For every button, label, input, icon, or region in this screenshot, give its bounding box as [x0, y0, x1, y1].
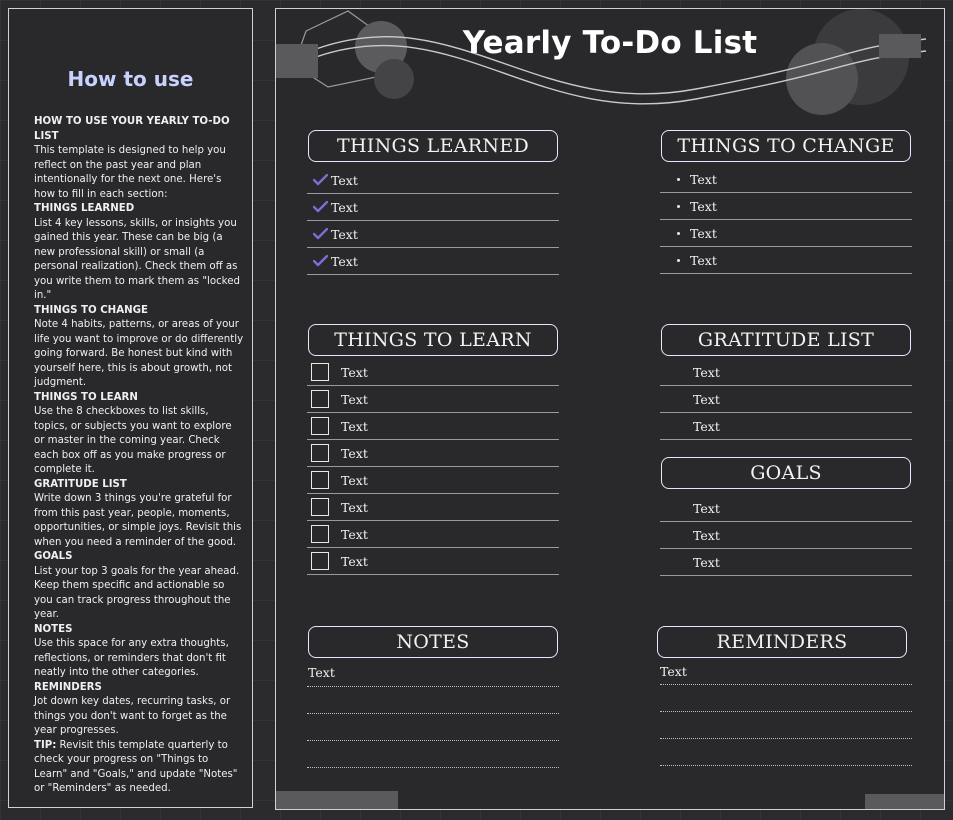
dotted-line — [660, 739, 912, 766]
notes-text[interactable]: Text — [308, 665, 335, 680]
list-item-text[interactable]: Text — [690, 171, 717, 187]
gratitude-list — [660, 359, 912, 440]
instruction-text: Jot down key dates, recurring tasks, or things you don't want to forget as the year progresses. — [34, 696, 231, 736]
list-item[interactable] — [307, 167, 559, 194]
instruction-text: List your top 3 goals for the year ahead. Keep them specific and actionable so you can track progress throughout the year. — [34, 565, 240, 620]
goals-list — [660, 495, 912, 576]
goals-header: GOALS — [661, 457, 911, 489]
how-to-use-instructions — [34, 115, 244, 797]
bullet-icon — [677, 178, 680, 181]
checkmark-icon[interactable] — [313, 255, 329, 267]
how-to-use-title: How to use — [67, 67, 194, 91]
list-item-text[interactable]: Text — [331, 172, 358, 188]
bullet-icon — [677, 232, 680, 235]
instruction-heading: THINGS TO CHANGE — [34, 304, 148, 316]
list-item-text[interactable]: Text — [690, 252, 717, 268]
list-item-text[interactable]: Text — [331, 226, 358, 242]
checkbox-item[interactable] — [307, 467, 559, 494]
instruction-text: Use this space for any extra thoughts, reflections, or reminders that don't fit neatly into the other categories. — [34, 638, 229, 678]
gratitude-list-header: GRATITUDE LIST — [661, 324, 911, 356]
instruction-text: Write down 3 things you're grateful for from this past year, people, moments, opportunities, or simple joys. Revisit this when you need a reminder of the good. — [34, 493, 242, 548]
checkbox-item[interactable] — [307, 494, 559, 521]
dotted-line — [660, 658, 912, 685]
instruction-text: This template is designed to help you reflect on the past year and plan intentionally for the next one. Here's how to fill in each section: — [34, 145, 226, 200]
things-to-change-list — [660, 166, 912, 274]
things-learned-header: THINGS LEARNED — [308, 130, 558, 162]
notes-header: NOTES — [308, 626, 558, 658]
checkbox[interactable] — [311, 390, 329, 408]
dotted-line — [307, 714, 559, 741]
checkbox-item-text[interactable]: Text — [341, 472, 368, 488]
dotted-line — [307, 660, 559, 687]
list-item-text[interactable]: Text — [693, 418, 720, 434]
list-item-text[interactable]: Text — [693, 364, 720, 380]
list-item[interactable] — [660, 193, 912, 220]
checkbox[interactable] — [311, 552, 329, 570]
list-item-text[interactable]: Text — [693, 527, 720, 543]
reminders-header: REMINDERS — [657, 626, 907, 658]
how-to-use-panel — [8, 8, 253, 808]
instruction-heading: GRATITUDE LIST — [34, 478, 127, 490]
list-item-text[interactable]: Text — [331, 199, 358, 215]
checkbox-item-text[interactable]: Text — [341, 364, 368, 380]
list-item[interactable] — [660, 247, 912, 274]
list-item[interactable] — [660, 359, 912, 386]
notes-lines[interactable] — [307, 660, 559, 768]
checkbox-item-text[interactable]: Text — [341, 526, 368, 542]
checkbox-item-text[interactable]: Text — [341, 445, 368, 461]
list-item[interactable] — [307, 248, 559, 275]
checkbox-item[interactable] — [307, 521, 559, 548]
list-item[interactable] — [660, 166, 912, 193]
things-to-change-header: THINGS TO CHANGE — [661, 130, 911, 162]
checkbox[interactable] — [311, 525, 329, 543]
instruction-text: List 4 key lessons, skills, or insights you gained this year. These can be big (a new professional skill) or small (a personal realization). Check them off as you write them to mark them as "locked in." — [34, 217, 240, 301]
checkbox-item[interactable] — [307, 386, 559, 413]
decor-block — [865, 794, 945, 810]
checkbox-item-text[interactable]: Text — [341, 418, 368, 434]
checkmark-icon[interactable] — [313, 201, 329, 213]
checkmark-icon[interactable] — [313, 174, 329, 186]
list-item-text[interactable]: Text — [693, 391, 720, 407]
dotted-line — [307, 687, 559, 714]
instruction-heading: GOALS — [34, 551, 73, 562]
instruction-heading: NOTES — [34, 623, 73, 635]
dotted-line — [660, 712, 912, 739]
tip-label: TIP: — [34, 739, 57, 751]
list-item-text[interactable]: Text — [693, 500, 720, 516]
circle-shape — [374, 59, 414, 99]
list-item[interactable] — [660, 495, 912, 522]
checkbox-item-text[interactable]: Text — [341, 499, 368, 515]
checkbox-item[interactable] — [307, 359, 559, 386]
decor-block — [276, 791, 398, 810]
list-item-text[interactable]: Text — [690, 198, 717, 214]
checkbox-item[interactable] — [307, 440, 559, 467]
page-title: Yearly To-Do List — [462, 25, 758, 61]
checkbox[interactable] — [311, 363, 329, 381]
list-item[interactable] — [660, 220, 912, 247]
checkbox-item[interactable] — [307, 548, 559, 575]
things-to-learn-header: THINGS TO LEARN — [308, 324, 558, 356]
reminders-text[interactable]: Text — [660, 664, 687, 679]
instruction-text: Use the 8 checkboxes to list skills, topics, or subjects you want to explore or master in the coming year. Check each box off as you make progress or complete it. — [34, 406, 232, 475]
tip-body: Revisit this template quarterly to check your progress on "Things to Learn" and "Goals," and update "Notes" or "Reminders" as needed. — [34, 739, 238, 794]
checkbox[interactable] — [311, 444, 329, 462]
list-item[interactable] — [660, 386, 912, 413]
checkmark-icon[interactable] — [313, 228, 329, 240]
dotted-line — [307, 741, 559, 768]
checkbox[interactable] — [311, 417, 329, 435]
list-item-text[interactable]: Text — [331, 253, 358, 269]
checkbox[interactable] — [311, 498, 329, 516]
list-item[interactable] — [660, 522, 912, 549]
list-item-text[interactable]: Text — [690, 225, 717, 241]
instruction-heading: REMINDERS — [34, 681, 102, 693]
checkbox-item-text[interactable]: Text — [341, 391, 368, 407]
things-learned-list — [307, 167, 559, 275]
list-item[interactable] — [307, 221, 559, 248]
dotted-line — [660, 685, 912, 712]
list-item[interactable] — [660, 413, 912, 440]
instruction-text: Note 4 habits, patterns, or areas of your life you want to improve or do differently going forward. Be honest but kind with yourself here, this is about growth, not judgment. — [34, 319, 244, 388]
things-to-learn-list — [307, 359, 559, 575]
list-item[interactable] — [660, 549, 912, 576]
bullet-icon — [677, 205, 680, 208]
instruction-heading: THINGS LEARNED — [34, 203, 135, 214]
yearly-todo-board — [275, 8, 945, 810]
checkbox[interactable] — [311, 471, 329, 489]
reminders-lines[interactable] — [660, 658, 912, 766]
instruction-heading: THINGS TO LEARN — [34, 391, 138, 403]
bullet-icon — [677, 259, 680, 262]
list-item-text[interactable]: Text — [693, 554, 720, 570]
list-item[interactable] — [307, 194, 559, 221]
checkbox-item[interactable] — [307, 413, 559, 440]
instruction-heading: HOW TO USE YOUR YEARLY TO-DO LIST — [34, 116, 230, 142]
checkbox-item-text[interactable]: Text — [341, 553, 368, 569]
tip-text — [34, 739, 244, 797]
